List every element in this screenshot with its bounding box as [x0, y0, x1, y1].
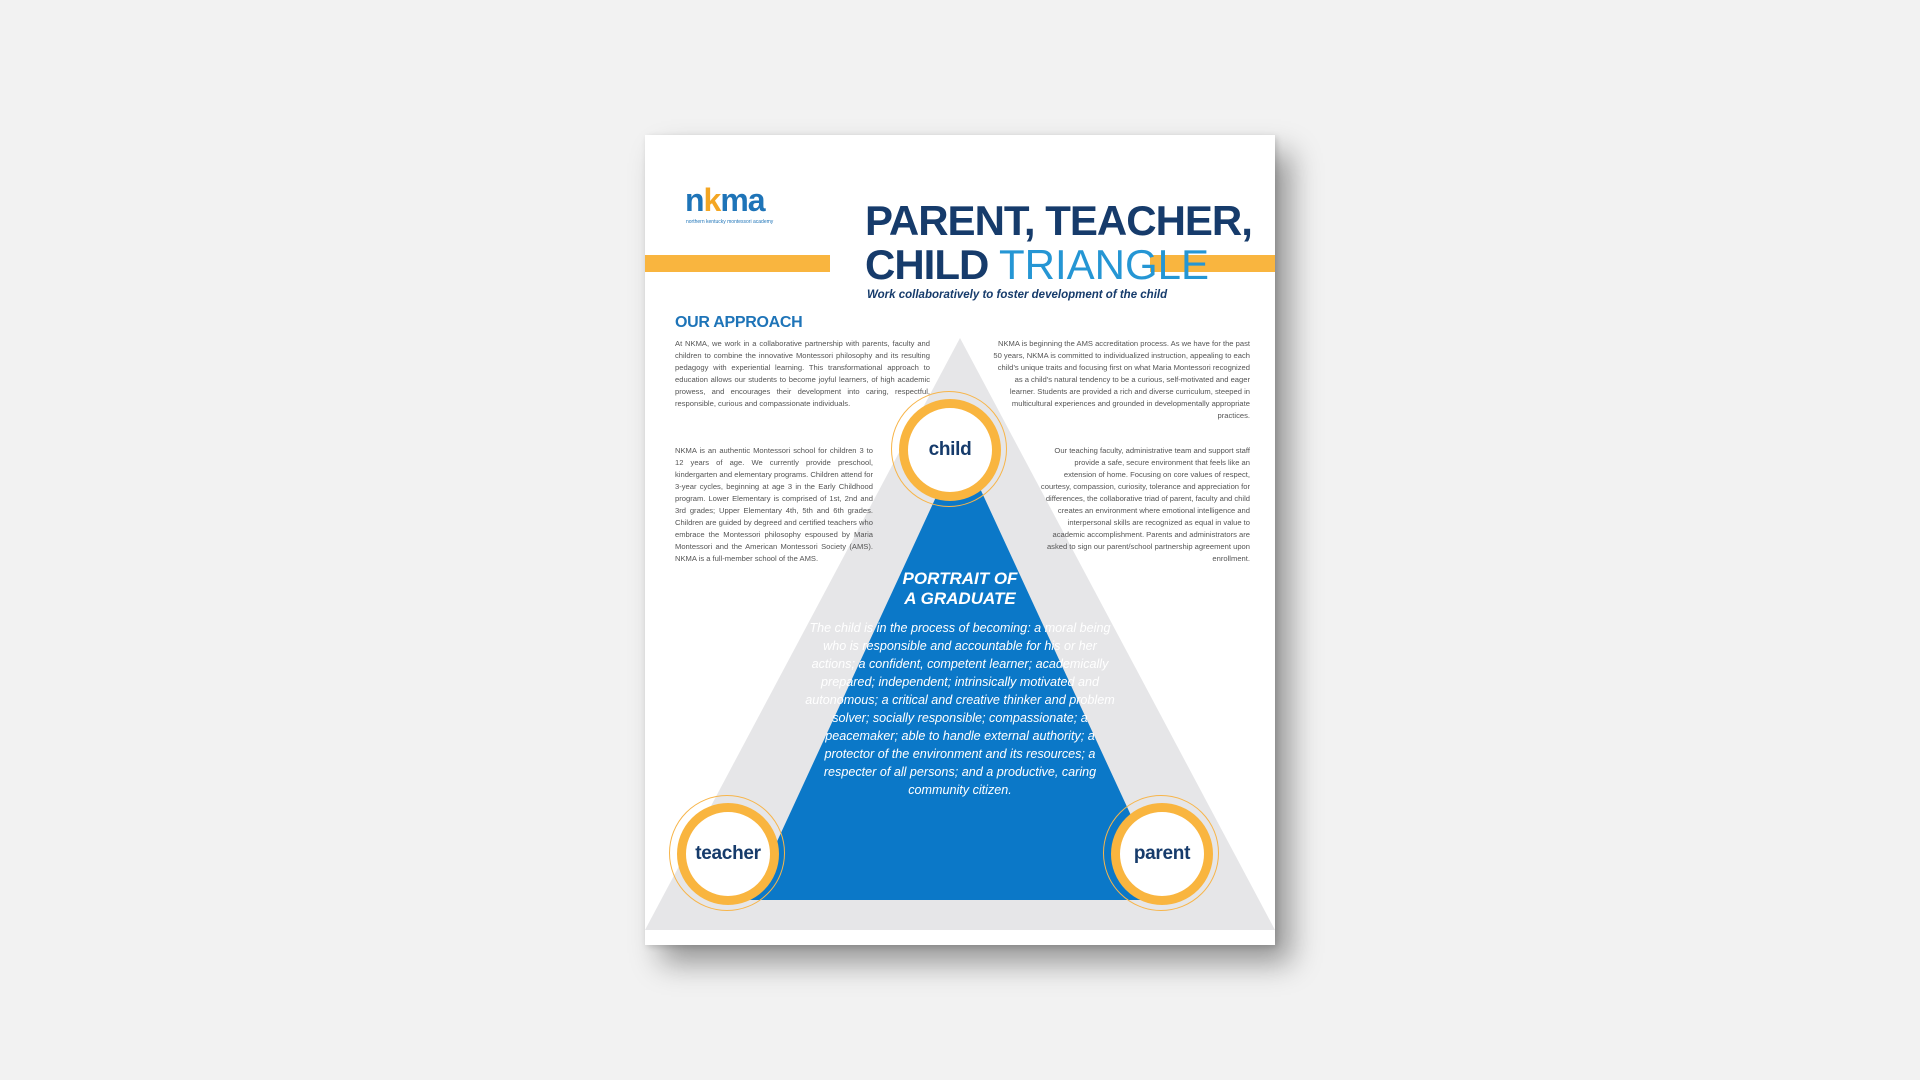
gold-bar-left	[645, 255, 830, 272]
subtitle: Work collaboratively to foster development of the child	[867, 289, 1168, 301]
right-paragraph-2: Our teaching faculty, administrative team and support staff provide a safe, secure environment that feels like an extension of home. Focusing on core values of respect, courtesy, compassion, curiosity, tolerance and appreciation for differences, the collaborative triad of parent, faculty and child creates an environment where emotional intelligence and interpersonal skills are recognized as equal in value to academic accomplishment. Parents and administrators are asked to sign our parent/school partnership agreement upon enrollment.	[1040, 446, 1250, 563]
circle-child-label: child	[928, 439, 972, 460]
approach-heading: OUR APPROACH	[675, 314, 803, 331]
flyer-page	[645, 135, 1275, 945]
logo-tagline: northern kentucky montessori academy	[686, 219, 774, 225]
title-line-2: CHILD TRIANGLE	[865, 241, 1210, 288]
nkma-logo	[685, 183, 785, 229]
left-paragraph-1: At NKMA, we work in a collaborative partnership with parents, faculty and children to combine the innovative Montessori philosophy and its resulting pedagogy with experiential learning. This transformational approach to education allows our students to become joyful learners, of high academic prowess, and encourages their development into caring, respectful, responsible, curious and compassionate individuals.	[675, 339, 930, 408]
circle-parent-label: parent	[1133, 843, 1191, 864]
logo-wordmark: nkma	[685, 182, 765, 218]
portrait-heading: PORTRAIT OF A GRADUATE	[902, 569, 1018, 608]
right-paragraph-1: NKMA is beginning the AMS accreditation process. As we have for the past 50 years, NKMA is committed to individualized instruction, appealing to each child’s unique traits and focusing first on what Maria Montessori recognized as a child’s natural tendency to be a curious, self-motivated and eager learner. Students are provided a rich and diverse curriculum, steeped in multicultural experiences and grounded in developmentally appropriate practices.	[993, 339, 1250, 420]
circle-teacher	[669, 795, 785, 911]
left-paragraph-2: NKMA is an authentic Montessori school for children 3 to 12 years of age. We currently provide preschool, kindergarten and elementary programs. Children attend for 3-year cycles, beginning at age 3 in the Early Childhood program. Lower Elementary is comprised of 1st, 2nd and 3rd grades; Upper Elementary 4th, 5th and 6th grades. Children are guided by degreed and certified teachers who embrace the Montessori philosophy espoused by Maria Montessori and the American Montessori Society (AMS). NKMA is a full-member school of the AMS.	[675, 446, 873, 563]
circle-child	[891, 391, 1007, 507]
title-line-1: PARENT, TEACHER,	[865, 197, 1252, 244]
portrait-body: The child is in the process of becoming: a moral being who is responsible and accountable for his or her actions; a confident, competent learner; academically prepared; independent; intrinsically motivated and autonomous; a critical and creative thinker and problem solver; socially responsible; compassionate; a peacemaker; able to handle external authority; a protector of the environment and its resources; a respecter of all persons; and a productive, caring community citizen.	[805, 621, 1115, 797]
circle-teacher-label: teacher	[695, 843, 761, 864]
circle-parent	[1103, 795, 1219, 911]
